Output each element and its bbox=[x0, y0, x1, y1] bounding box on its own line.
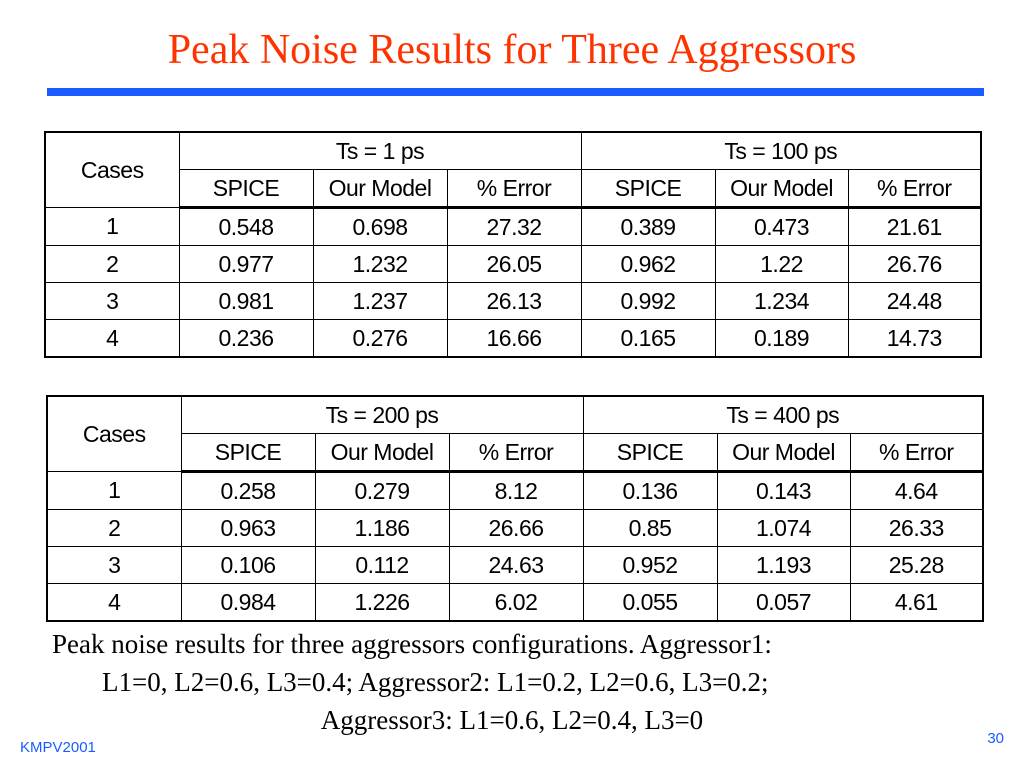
value-cell: 1.234 bbox=[715, 283, 848, 320]
value-cell: 0.85 bbox=[583, 510, 717, 547]
value-cell: 0.698 bbox=[313, 208, 447, 246]
value-cell: 26.66 bbox=[449, 510, 583, 547]
table-row bbox=[45, 208, 981, 246]
case-cell: 4 bbox=[45, 320, 179, 358]
value-cell: 1.074 bbox=[717, 510, 850, 547]
value-cell: 1.237 bbox=[313, 283, 447, 320]
column-header: % Error bbox=[848, 170, 981, 208]
case-cell: 1 bbox=[47, 472, 181, 510]
table-row bbox=[47, 510, 983, 547]
value-cell: 16.66 bbox=[447, 320, 581, 358]
caption-line: Peak noise results for three aggressors configurations. Aggressor1: bbox=[52, 629, 772, 659]
value-cell: 0.992 bbox=[581, 283, 715, 320]
value-cell: 1.22 bbox=[715, 246, 848, 283]
value-cell: 0.548 bbox=[179, 208, 313, 246]
table-row bbox=[45, 246, 981, 283]
title-divider bbox=[47, 88, 984, 96]
value-cell: 24.48 bbox=[848, 283, 981, 320]
table-row bbox=[47, 547, 983, 584]
value-cell: 8.12 bbox=[449, 472, 583, 510]
column-header: Our Model bbox=[313, 170, 447, 208]
value-cell: 0.258 bbox=[181, 472, 315, 510]
value-cell: 1.193 bbox=[717, 547, 850, 584]
value-cell: 1.186 bbox=[315, 510, 449, 547]
slide-title: Peak Noise Results for Three Aggressors bbox=[167, 27, 857, 73]
column-header: % Error bbox=[447, 170, 581, 208]
value-cell: 0.981 bbox=[179, 283, 313, 320]
column-header: Our Model bbox=[315, 434, 449, 472]
value-cell: 0.962 bbox=[581, 246, 715, 283]
value-cell: 0.057 bbox=[717, 584, 850, 622]
table-row bbox=[45, 320, 981, 358]
group-header: Ts = 100 ps bbox=[581, 132, 981, 170]
value-cell: 0.279 bbox=[315, 472, 449, 510]
case-cell: 1 bbox=[45, 208, 179, 246]
value-cell: 0.189 bbox=[715, 320, 848, 358]
value-cell: 0.055 bbox=[583, 584, 717, 622]
table-row bbox=[47, 584, 983, 622]
value-cell: 0.389 bbox=[581, 208, 715, 246]
table-row bbox=[45, 283, 981, 320]
column-header: Our Model bbox=[715, 170, 848, 208]
value-cell: 1.226 bbox=[315, 584, 449, 622]
group-header: Ts = 200 ps bbox=[181, 396, 583, 434]
results-table-1 bbox=[44, 131, 982, 358]
page-number: 30 bbox=[987, 730, 1004, 747]
case-cell: 4 bbox=[47, 584, 181, 622]
column-header: % Error bbox=[850, 434, 983, 472]
value-cell: 0.236 bbox=[179, 320, 313, 358]
cases-header: Cases bbox=[45, 132, 179, 208]
value-cell: 0.984 bbox=[181, 584, 315, 622]
column-header: Our Model bbox=[717, 434, 850, 472]
value-cell: 27.32 bbox=[447, 208, 581, 246]
value-cell: 26.33 bbox=[850, 510, 983, 547]
table-caption bbox=[52, 625, 972, 739]
value-cell: 6.02 bbox=[449, 584, 583, 622]
value-cell: 4.61 bbox=[850, 584, 983, 622]
value-cell: 1.232 bbox=[313, 246, 447, 283]
column-header: SPICE bbox=[179, 170, 313, 208]
cases-header: Cases bbox=[47, 396, 181, 472]
value-cell: 0.963 bbox=[181, 510, 315, 547]
value-cell: 26.76 bbox=[848, 246, 981, 283]
footer-conference-label: KMPV2001 bbox=[20, 739, 96, 756]
case-cell: 2 bbox=[45, 246, 179, 283]
value-cell: 0.276 bbox=[313, 320, 447, 358]
group-header: Ts = 400 ps bbox=[583, 396, 983, 434]
value-cell: 0.106 bbox=[181, 547, 315, 584]
column-header: SPICE bbox=[181, 434, 315, 472]
case-cell: 3 bbox=[47, 547, 181, 584]
value-cell: 0.143 bbox=[717, 472, 850, 510]
value-cell: 14.73 bbox=[848, 320, 981, 358]
value-cell: 0.136 bbox=[583, 472, 717, 510]
column-header: SPICE bbox=[581, 170, 715, 208]
value-cell: 4.64 bbox=[850, 472, 983, 510]
value-cell: 26.13 bbox=[447, 283, 581, 320]
caption-line: Aggressor3: L1=0.6, L2=0.4, L3=0 bbox=[320, 705, 704, 735]
value-cell: 0.977 bbox=[179, 246, 313, 283]
value-cell: 26.05 bbox=[447, 246, 581, 283]
caption-line: L1=0, L2=0.6, L3=0.4; Aggressor2: L1=0.2, L2=0.6, L3=0.2; bbox=[102, 667, 769, 697]
value-cell: 24.63 bbox=[449, 547, 583, 584]
value-cell: 25.28 bbox=[850, 547, 983, 584]
value-cell: 0.473 bbox=[715, 208, 848, 246]
value-cell: 21.61 bbox=[848, 208, 981, 246]
value-cell: 0.112 bbox=[315, 547, 449, 584]
results-table-2 bbox=[46, 395, 984, 622]
value-cell: 0.952 bbox=[583, 547, 717, 584]
column-header: SPICE bbox=[583, 434, 717, 472]
table-row bbox=[47, 472, 983, 510]
column-header: % Error bbox=[449, 434, 583, 472]
value-cell: 0.165 bbox=[581, 320, 715, 358]
case-cell: 2 bbox=[47, 510, 181, 547]
group-header: Ts = 1 ps bbox=[179, 132, 581, 170]
case-cell: 3 bbox=[45, 283, 179, 320]
